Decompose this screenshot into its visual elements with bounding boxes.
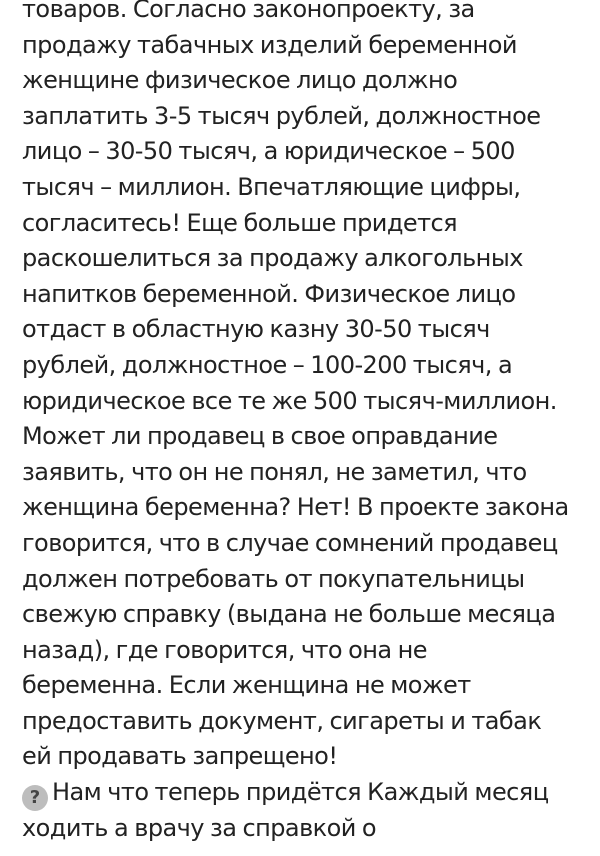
article-line: напитков беременной. Физическое лицо	[22, 279, 516, 308]
article-line: согласитесь! Еще больше придется	[22, 208, 458, 237]
article-line: отдаст в областную казну 30-50 тысяч	[22, 315, 490, 344]
article-line: товаров. Согласно законопроекту, за	[22, 0, 475, 23]
article-line: ей продавать запрещено!	[22, 742, 338, 771]
article-line: тысяч – миллион. Впечатляющие цифры,	[22, 172, 521, 201]
article-line: женщина беременна? Нет! В проекте закона	[22, 493, 569, 522]
article-line: заплатить 3-5 тысяч рублей, должностное	[22, 101, 541, 130]
comment-text: Нам что теперь придётся Каждый месяц	[52, 778, 549, 807]
article-line: говорится, что в случае сомнений продавец	[22, 528, 558, 557]
article-line: Может ли продавец в свое оправдание	[22, 422, 498, 451]
article-line: рублей, должностное – 100-200 тысяч, а	[22, 350, 513, 379]
article-line: продажу табачных изделий беременной	[22, 30, 517, 59]
article-line: юридическое все те же 500 тысяч-миллион.	[22, 386, 557, 415]
article-text	[22, 0, 578, 847]
comment-line	[22, 775, 578, 811]
article-line: беременна. Если женщина не может	[22, 671, 471, 700]
article-line: предоставить документ, сигареты и табак	[22, 706, 542, 735]
article-line: свежую справку (выдана не больше месяца	[22, 600, 556, 629]
article-line: заявить, что он не понял, не заметил, что	[22, 457, 527, 486]
article-line: должен потребовать от покупательницы	[22, 564, 525, 593]
question-mark-icon: ?	[22, 785, 48, 811]
article-line: раскошелиться за продажу алкогольных	[22, 244, 523, 273]
article-line: лицо – 30-50 тысяч, а юридическое – 500	[22, 137, 515, 166]
article-line: назад), где говорится, что она не	[22, 635, 427, 664]
comment-line: ходить а врачу за справкой о	[22, 814, 377, 843]
article-line: женщине физическое лицо должно	[22, 66, 458, 95]
